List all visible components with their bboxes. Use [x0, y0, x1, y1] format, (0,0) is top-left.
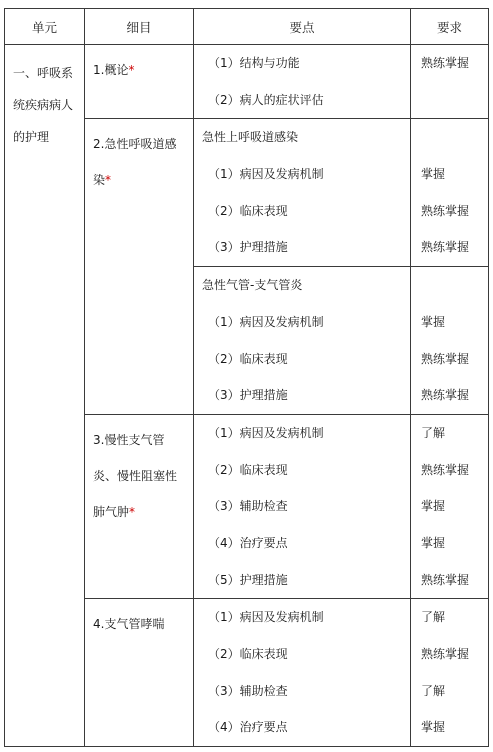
requirement-item: 了解: [421, 610, 446, 625]
detail-cell: [85, 599, 194, 747]
required-star-marker: *: [105, 173, 112, 188]
point-item: （3）辅助检查: [208, 683, 288, 698]
point-cell: [194, 45, 411, 119]
requirement-item: [411, 119, 488, 156]
point-item: （3）辅助检查: [208, 499, 288, 514]
header-detail: 细目: [85, 9, 194, 45]
point-item: （4）治疗要点: [208, 720, 288, 735]
table-row: [5, 45, 489, 119]
requirement-cell: [411, 45, 489, 119]
requirement-item: [411, 267, 488, 304]
requirement-item: 熟练掌握: [421, 388, 470, 403]
requirement-item: 熟练掌握: [421, 203, 470, 218]
detail-cell: [85, 45, 194, 119]
required-star-marker: *: [129, 504, 136, 519]
point-cell: [194, 414, 411, 598]
point-item: （2）病人的症状评估: [208, 92, 324, 107]
unit-cell: [5, 45, 85, 747]
point-cell: [194, 599, 411, 747]
point-item: （1）病因及发病机制: [208, 425, 324, 440]
detail-label: 4.支气管哮喘: [93, 617, 165, 632]
header-requirement: 要求: [411, 9, 489, 45]
requirement-item: 了解: [421, 425, 446, 440]
requirement-item: 熟练掌握: [421, 240, 470, 255]
requirement-item: 掌握: [421, 314, 446, 329]
required-star-marker: *: [128, 63, 135, 77]
point-item: （3）护理措施: [208, 240, 288, 255]
requirement-cell: [411, 414, 489, 598]
point-item: （1）病因及发病机制: [208, 314, 324, 329]
point-item: （1）结构与功能: [208, 56, 300, 70]
requirement-item: 熟练掌握: [421, 351, 470, 366]
requirement-cell: [411, 119, 489, 267]
requirement-cell: [411, 267, 489, 415]
header-row: [5, 9, 489, 45]
syllabus-table: [4, 8, 489, 747]
requirement-item: [411, 82, 488, 119]
point-subheading: 急性气管-支气管炎: [202, 278, 303, 293]
requirement-item: 掌握: [421, 167, 446, 182]
header-point: 要点: [194, 9, 411, 45]
requirement-item: 掌握: [421, 535, 446, 550]
point-cell: [194, 267, 411, 415]
point-item: （1）病因及发病机制: [208, 167, 324, 182]
point-item: （3）护理措施: [208, 388, 288, 403]
requirement-item: 了解: [421, 683, 446, 698]
point-item: （4）治疗要点: [208, 535, 288, 550]
requirement-item: 熟练掌握: [421, 462, 470, 477]
requirement-item: 掌握: [421, 499, 446, 514]
point-item: （2）临床表现: [208, 647, 288, 661]
requirement-item: 熟练掌握: [421, 647, 470, 661]
detail-label: 2.急性呼吸道感染*: [93, 137, 177, 188]
header-unit: 单元: [5, 9, 85, 45]
requirement-item: 熟练掌握: [421, 572, 470, 587]
point-cell: [194, 119, 411, 267]
detail-cell: [85, 119, 194, 415]
point-item: （1）病因及发病机制: [208, 610, 324, 625]
detail-label: 1.概论*: [93, 63, 135, 77]
point-item: （2）临床表现: [208, 203, 288, 218]
unit-label: 一、呼吸系统疾病病人的护理: [13, 66, 74, 144]
requirement-item: 掌握: [421, 720, 446, 735]
requirement-cell: [411, 599, 489, 747]
point-item: （2）临床表现: [208, 462, 288, 477]
point-item: （5）护理措施: [208, 572, 288, 587]
detail-cell: [85, 414, 194, 598]
detail-label: 3.慢性支气管炎、慢性阻塞性肺气肿*: [93, 432, 178, 519]
requirement-item: 熟练掌握: [421, 56, 470, 70]
point-subheading: 急性上呼吸道感染: [202, 130, 299, 145]
point-item: （2）临床表现: [208, 351, 288, 366]
